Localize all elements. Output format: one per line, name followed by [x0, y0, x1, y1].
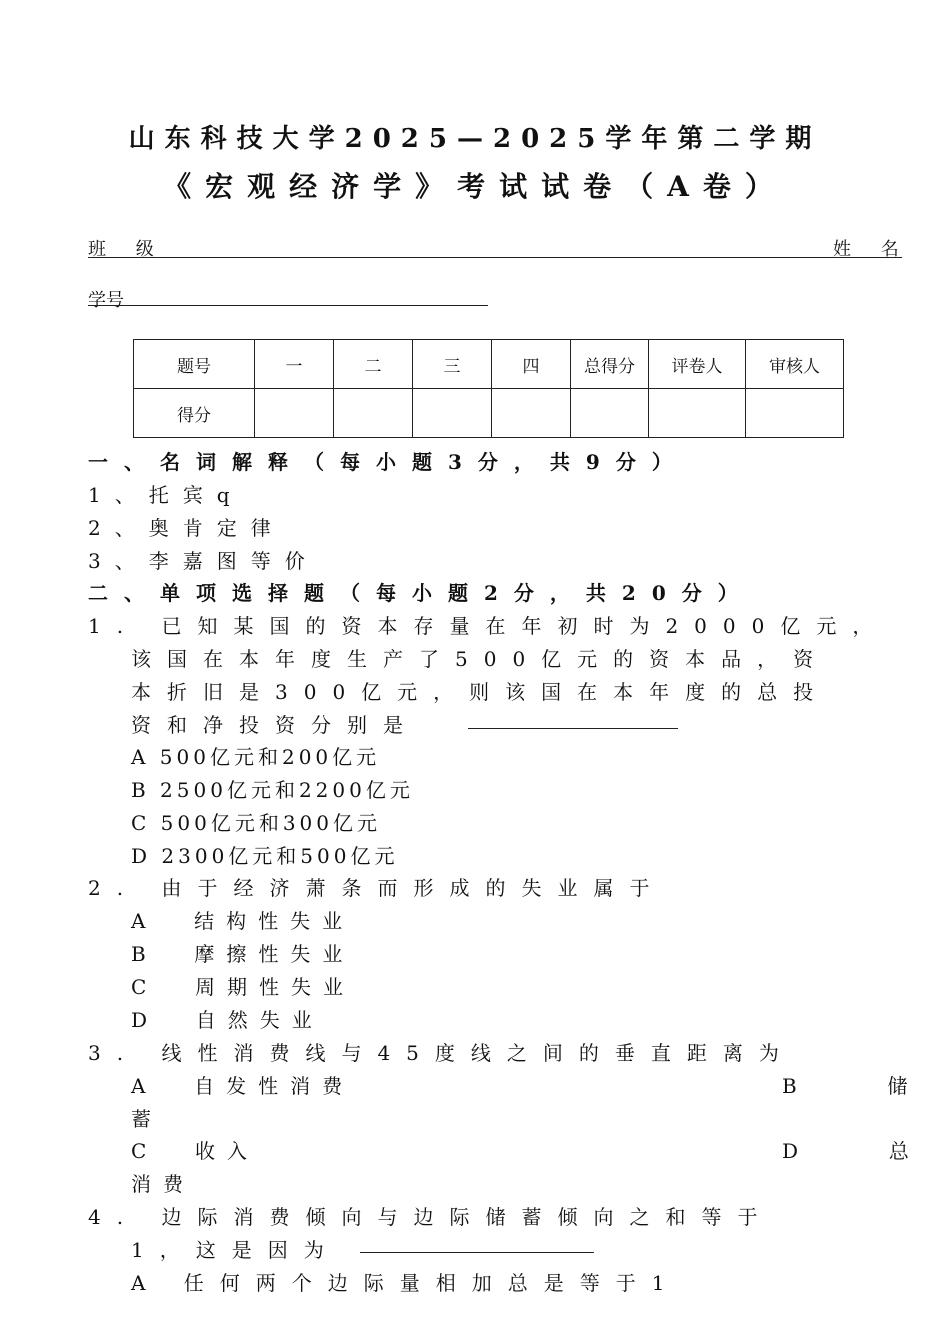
header-part-4: 四: [492, 340, 571, 389]
header-part-2: 二: [334, 340, 413, 389]
score-cell-3: [413, 389, 492, 438]
score-cell-reviewer: [746, 389, 844, 438]
row-label-score: 得分: [134, 389, 255, 438]
q4-stem: 4. 边际消费倾向与边际储蓄倾向之和等于: [88, 1205, 774, 1229]
header-reviewer: 审核人: [746, 340, 844, 389]
q4-stem-cont: 1，这是因为: [131, 1238, 340, 1262]
header-grader: 评卷人: [649, 340, 746, 389]
score-cell-2: [334, 389, 413, 438]
q3-option-b-wrap: 蓄: [131, 1107, 163, 1131]
q2-option-c: C 周期性失业: [131, 975, 356, 999]
header-part-3: 三: [413, 340, 492, 389]
q2-option-b: B 摩擦性失业: [131, 942, 355, 966]
q4-option-a: A 任何两个边际量相加总是等于1: [131, 1271, 681, 1295]
q3-option-d: D 总: [782, 1139, 935, 1163]
q1-stem-line-3: 本折旧是300亿元，则该国在本年度的总投: [131, 680, 830, 704]
q2-option-a: A 结构性失业: [131, 909, 355, 933]
q3-option-a: A 自发性消费: [131, 1074, 355, 1098]
q3-option-c: C 收入: [131, 1139, 260, 1163]
score-cell-grader: [649, 389, 746, 438]
score-cell-1: [255, 389, 334, 438]
class-name-underline: [88, 257, 902, 258]
header-part-1: 一: [255, 340, 334, 389]
score-cell-total: [571, 389, 649, 438]
exam-title-university: 山东科技大学2025—2025学年第二学期: [128, 124, 822, 154]
score-cell-4: [492, 389, 571, 438]
score-table: [133, 339, 844, 438]
term-1: 1、托宾q: [88, 483, 244, 507]
q4-answer-blank: [360, 1252, 594, 1253]
name-label: 姓 名: [833, 239, 911, 260]
class-label: 班 级: [88, 239, 166, 260]
header-total: 总得分: [571, 340, 649, 389]
q1-stem-line-2: 该国在本年度生产了500亿元的资本品，资: [131, 647, 830, 671]
section-1-heading: 一、名词解释（每小题3分，共9分）: [88, 450, 688, 474]
term-2: 2、奥肯定律: [88, 516, 285, 540]
q3-option-d-wrap: 消费: [131, 1172, 195, 1196]
score-table-header-row: [134, 340, 844, 389]
q3-stem: 3. 线性消费线与45度线之间的垂直距离为: [88, 1041, 795, 1065]
q2-stem: 2. 由于经济萧条而形成的失业属于: [88, 876, 666, 900]
student-id-underline: [88, 305, 488, 306]
header-question-no: 题号: [134, 340, 255, 389]
q1-stem-line-1: 1. 已知某国的资本存量在年初时为2000亿元，: [88, 614, 889, 638]
score-table-score-row: [134, 389, 844, 438]
q1-option-a: A 500亿元和200亿元: [131, 745, 381, 769]
q2-option-d: D 自然失业: [131, 1008, 324, 1032]
term-3: 3、李嘉图等价: [88, 549, 319, 573]
q3-option-b: B 储: [782, 1074, 934, 1098]
student-id-label: 学号: [88, 290, 124, 311]
q1-option-c: C 500亿元和300亿元: [131, 811, 382, 835]
exam-title-course: 《宏观经济学》考试试卷（A卷）: [163, 170, 787, 203]
q1-option-d: D 2300亿元和500亿元: [131, 844, 399, 868]
section-2-heading: 二、单项选择题（每小题2分，共20分）: [88, 581, 754, 605]
q1-option-b: B 2500亿元和2200亿元: [131, 778, 414, 802]
q1-answer-blank: [468, 728, 678, 729]
q1-stem-line-4: 资和净投资分别是: [131, 713, 419, 737]
